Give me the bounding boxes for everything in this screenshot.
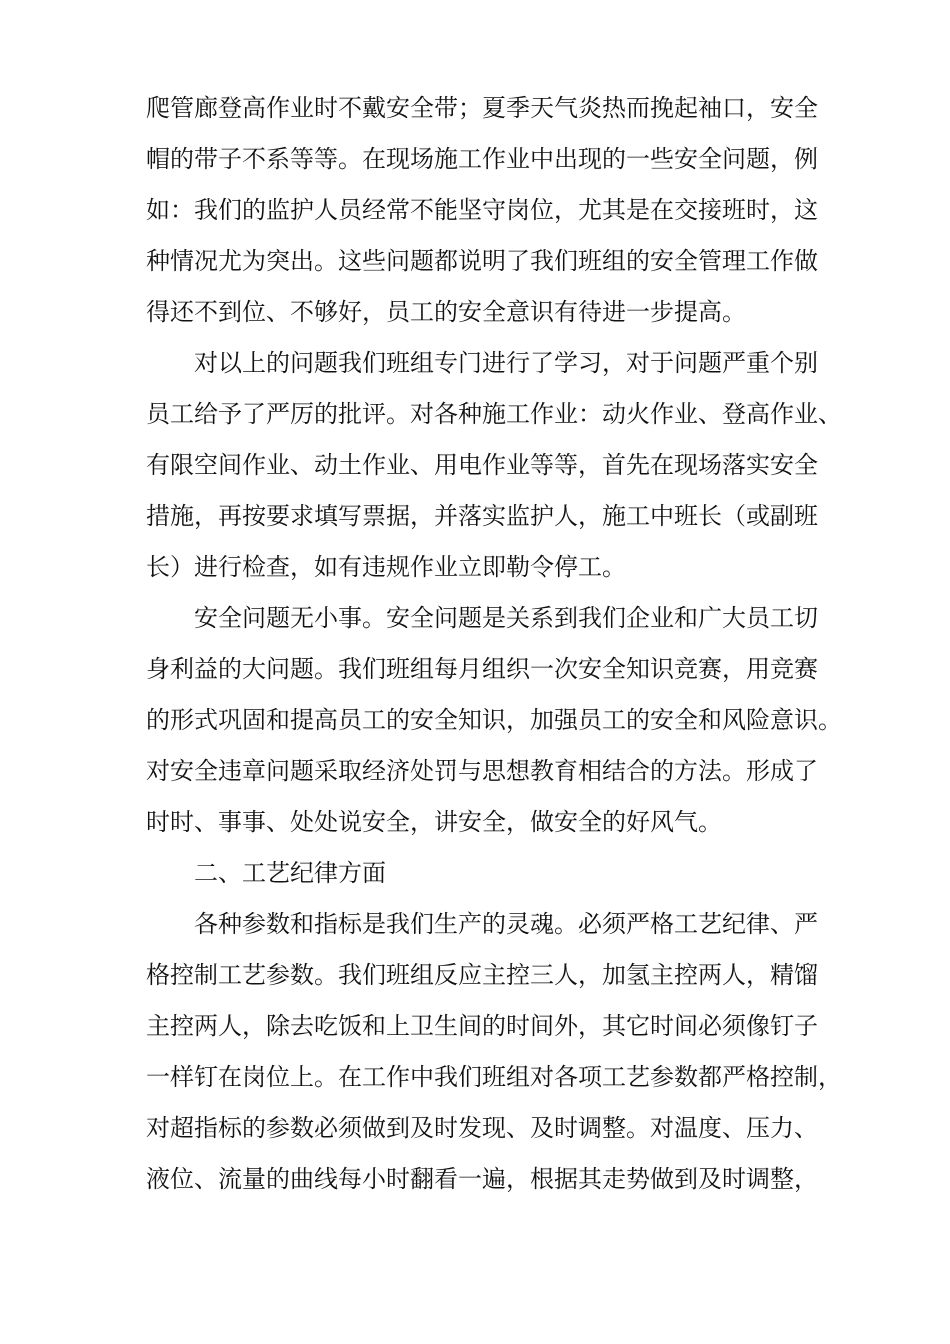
text-line: 爬管廊登高作业时不戴安全带；夏季天气炎热而挽起袖口，安全 (146, 94, 818, 122)
text-line: 主控两人，除去吃饭和上卫生间的时间外，其它时间必须像钉子 (146, 1012, 818, 1040)
text-line: 对超指标的参数必须做到及时发现、及时调整。对温度、压力、 (146, 1114, 818, 1142)
text-line: 安全问题无小事。安全问题是关系到我们企业和广大员工切 (194, 604, 818, 632)
text-line: 时时、事事、处处说安全，讲安全，做安全的好风气。 (146, 808, 722, 836)
text-line: 措施，再按要求填写票据，并落实监护人，施工中班长（或副班 (146, 502, 818, 530)
text-line: 对安全违章问题采取经济处罚与思想教育相结合的方法。形成了 (146, 757, 818, 785)
text-line: 员工给予了严厉的批评。对各种施工作业：动火作业、登高作业、 (146, 400, 842, 428)
text-line: 各种参数和指标是我们生产的灵魂。必须严格工艺纪律、严 (194, 910, 818, 938)
text-line: 对以上的问题我们班组专门进行了学习，对于问题严重个别 (194, 349, 818, 377)
text-line: 格控制工艺参数。我们班组反应主控三人，加氢主控两人，精馏 (146, 961, 818, 989)
text-line: 一样钉在岗位上。在工作中我们班组对各项工艺参数都严格控制， (146, 1063, 842, 1091)
text-line: 种情况尤为突出。这些问题都说明了我们班组的安全管理工作做 (146, 247, 818, 275)
text-line: 如：我们的监护人员经常不能坚守岗位，尤其是在交接班时，这 (146, 196, 818, 224)
text-line: 的形式巩固和提高员工的安全知识，加强员工的安全和风险意识。 (146, 706, 842, 734)
text-line: 得还不到位、不够好，员工的安全意识有待进一步提高。 (146, 298, 746, 326)
text-line: 有限空间作业、动土作业、用电作业等等，首先在现场落实安全 (146, 451, 818, 479)
section-heading: 二、工艺纪律方面 (194, 859, 386, 887)
text-line: 液位、流量的曲线每小时翻看一遍，根据其走势做到及时调整， (146, 1165, 818, 1193)
text-line: 身利益的大问题。我们班组每月组织一次安全知识竞赛，用竞赛 (146, 655, 818, 683)
text-line: 帽的带子不系等等。在现场施工作业中出现的一些安全问题，例 (146, 145, 818, 173)
text-line: 长）进行检查，如有违规作业立即勒令停工。 (146, 553, 626, 581)
